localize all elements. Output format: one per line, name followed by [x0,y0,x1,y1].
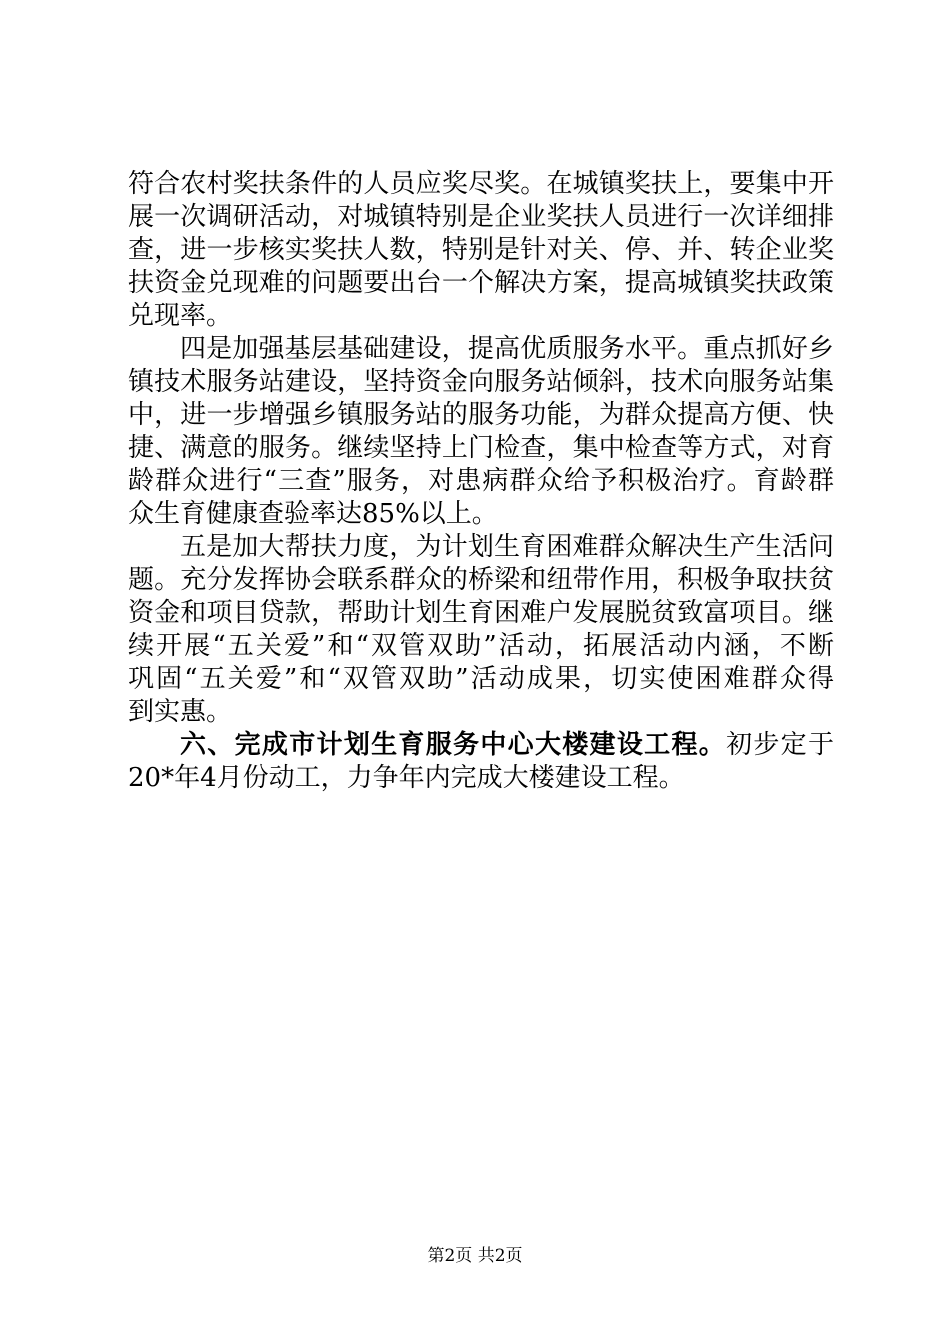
text-line: 资金和项目贷款，帮助计划生育困难户发展脱贫致富项目。继 [128,598,834,628]
paragraph-grassroots-construction [128,333,834,531]
text-line: 龄群众进行“三查”服务，对患病群众给予积极治疗。育龄群 [128,466,834,496]
text-line: 四是加强基层基础建设，提高优质服务水平。重点抓好乡 [180,334,834,364]
text-line: 题。充分发挥协会联系群众的桥梁和纽带作用，积极争取扶贫 [128,565,834,595]
text-line: 展一次调研活动，对城镇特别是企业奖扶人员进行一次详细排 [128,202,834,232]
paragraph-assistance [128,531,834,729]
section-heading: 六、完成市计划生育服务中心大楼建设工程。 [180,730,727,760]
text-line: 扶资金兑现难的问题要出台一个解决方案，提高城镇奖扶政策 [128,268,834,298]
text-line: 到实惠。 [128,697,233,727]
heading-continuation: 初步定于 [726,730,834,760]
paragraph-rural-urban-rewards [128,168,834,333]
document-body [128,168,834,795]
paragraph-building-project [128,729,834,795]
text-line: 捷、满意的服务。继续坚持上门检查，集中检查等方式，对育 [128,433,834,463]
text-line: 镇技术服务站建设，坚持资金向服务站倾斜，技术向服务站集 [128,367,834,397]
page-footer: 第2页 共2页 [427,1246,523,1266]
text-line: 20*年4月份动工，力争年内完成大楼建设工程。 [128,763,685,793]
text-line: 续开展“五关爱”和“双管双助”活动，拓展活动内涵，不断 [128,631,834,661]
text-line: 兑现率。 [128,301,233,331]
text-line: 五是加大帮扶力度，为计划生育困难群众解决生产生活问 [180,532,834,562]
text-line: 查，进一步核实奖扶人数，特别是针对关、停、并、转企业奖 [128,235,834,265]
text-line: 巩固“五关爱”和“双管双助”活动成果，切实使困难群众得 [128,664,834,694]
text-line [128,729,834,762]
text-line: 符合农村奖扶条件的人员应奖尽奖。在城镇奖扶上，要集中开 [128,169,834,199]
text-line: 中，进一步增强乡镇服务站的服务功能，为群众提高方便、快 [128,400,834,430]
text-line: 众生育健康查验率达85%以上。 [128,499,498,529]
